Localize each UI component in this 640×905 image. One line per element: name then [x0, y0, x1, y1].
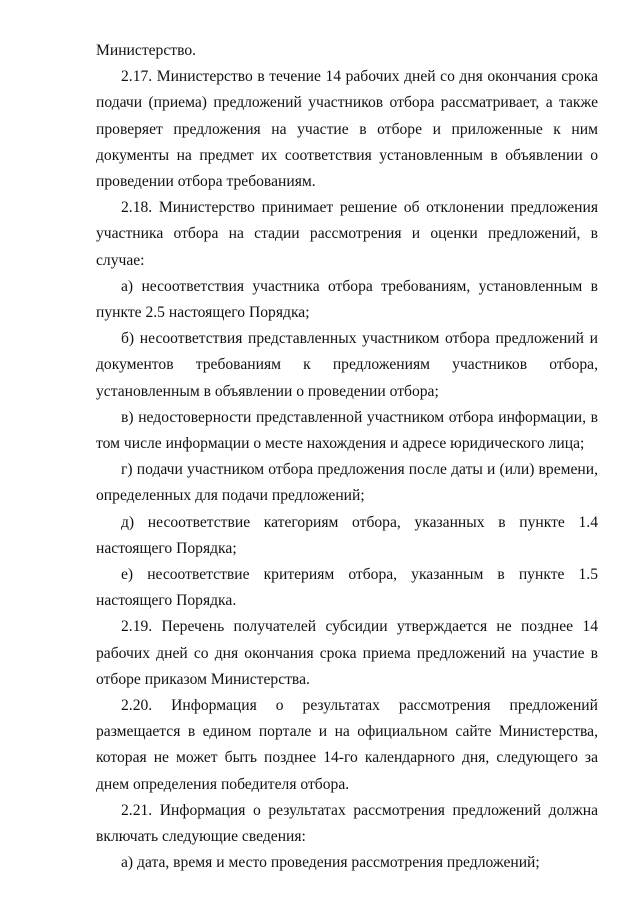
list-item-e: е) несоответствие критериям отбора, указанным в пункте 1.5 настоящего Порядка. [96, 566, 598, 610]
document-body [96, 38, 598, 877]
list-item-a-2-21: а) дата, время и место проведения рассмотрения предложений; [121, 854, 540, 872]
list-item-g: г) подачи участником отбора предложения после даты и (или) времени, определенных для подачи предложений; [96, 461, 598, 505]
paragraph-2-18: 2.18. Министерство принимает решение об отклонении предложения участника отбора на стадии рассмотрения и оценки предложений, в случае: [96, 199, 598, 269]
paragraph-2-20: 2.20. Информация о результатах рассмотрения предложений размещается в едином портале и на официальном сайте Министерства, которая не может быть позднее 14-го календарного дня, следующего за днем определения победителя отбора. [96, 697, 598, 793]
list-item-b: б) несоответствия представленных участником отбора предложений и документов требованиям к предложениям участников отбора, установленным в объявлении о проведении отбора; [96, 330, 598, 400]
paragraph-ministry-continuation: Министерство. [96, 42, 197, 59]
list-item-v: в) недостоверности представленной участником отбора информации, в том числе информации о месте нахождения и адресе юридического лица; [96, 408, 598, 453]
paragraph-2-17: 2.17. Министерство в течение 14 рабочих дней со дня окончания срока подачи (приема) предложений участников отбора рассматривает, а также проверяет предложения на участие в отборе и приложенные к ним документы на предмет их соответствия установленным в объявлении о проведении отбора требованиям. [96, 68, 598, 191]
list-item-a: а) несоответствия участника отбора требованиям, установленным в пункте 2.5 настоящего Порядка; [96, 277, 598, 322]
list-item-d: д) несоответствие категориям отбора, указанных в пункте 1.4 настоящего Порядка; [96, 513, 598, 557]
paragraph-2-19: 2.19. Перечень получателей субсидии утверждается не позднее 14 рабочих дней со дня окончания срока приема предложений на участие в отборе приказом Министерства. [96, 618, 598, 688]
paragraph-2-21: 2.21. Информация о результатах рассмотрения предложений должна включать следующие сведения: [96, 801, 598, 846]
